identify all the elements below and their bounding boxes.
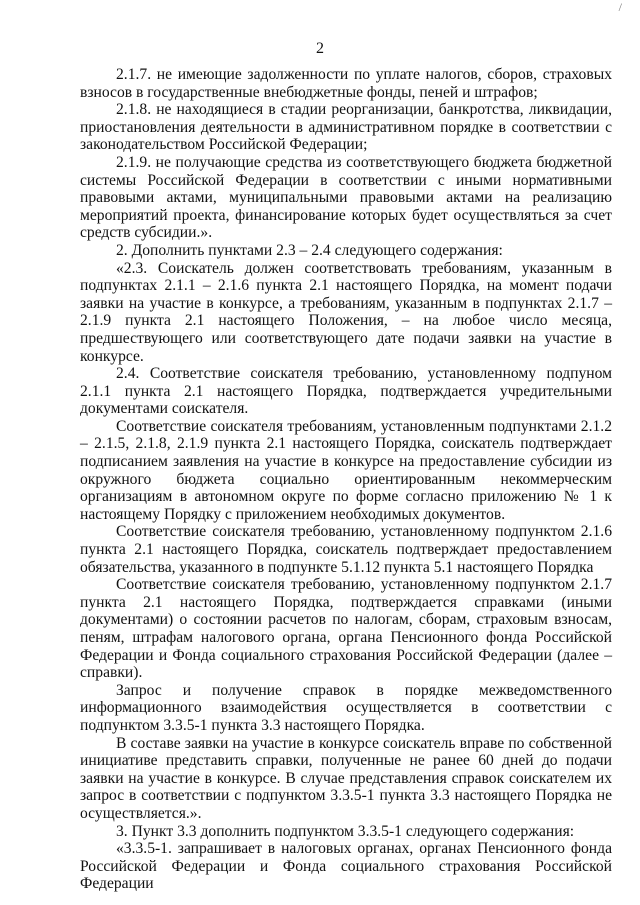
paragraph-compliance-2-1-7: Соответствие соискателя требованию, установленному подпунктом 2.1.7 пункта 2.1 настоящего Порядка, подтверждается справками (иными документами) о состоянии расчетов по налогам, сборам, страховым взносам, пеням, штрафам налогового органа, органа Пенсионного фонда Российской Федерации и Фонда социального страхования Российской Федерации (далее – справки).: [80, 576, 612, 682]
paragraph-2-1-9: 2.1.9. не получающие средства из соответствующего бюджета бюджетной системы Российской Федерации в соответствии с иными нормативными правовыми актами, муниципальными правовыми актами на реализацию мероприятий проекта, финансирование которых будет осуществляться за счет средств субсидии.».: [80, 153, 612, 242]
paragraph-2-3: «2.3. Соискатель должен соответствовать требованиям, указанным в подпунктах 2.1.1 – 2.1.6 пункта 2.1 настоящего Порядка, на момент подачи заявки на участие в конкурсе, а требованиям, указанным в подпунктах 2.1.7 – 2.1.9 пункта 2.1 настоящего Положения, – на любое число месяца, предшествующего или соответствующего дате подачи заявки на участие в конкурсе.: [80, 259, 612, 365]
paragraph-2-1-8: 2.1.8. не находящиеся в стадии реорганизации, банкротства, ликвидации, приостановления деятельности в административном порядке в соответствии с законодательством Российской Федерации;: [80, 101, 612, 154]
paragraph-2-1-7: 2.1.7. не имеющие задолженности по уплате налогов, сборов, страховых взносов в государственные внебюджетные фонды, пеней и штрафов;: [80, 66, 612, 101]
paragraph-own-initiative: В составе заявки на участие в конкурсе соискатель вправе по собственной инициативе представить справки, полученные не ранее 60 дней до подачи заявки на участие в конкурсе. В случае представления справок соискателем их запрос в соответствии с подпунктом 3.3.5-1 пункта 3.3 настоящего Порядка не осуществляется.».: [80, 734, 612, 822]
paragraph-compliance-2-1-6: Соответствие соискателя требованию, установленному подпунктом 2.1.6 пункта 2.1 настоящего Порядка, соискатель подтверждает предоставлением обязательства, указанного в подпункте 5.1.12 пункта 5.1 настоящего Порядка: [80, 523, 612, 576]
paragraph-item-2: 2. Дополнить пунктами 2.3 – 2.4 следующего содержания:: [116, 241, 503, 259]
paragraph-2-4: 2.4. Соответствие соискателя требованию, установленному подпуном 2.1.1 пункта 2.1 настоящего Порядка, подтверждается учредительными документами соискателя.: [80, 365, 612, 418]
corner-mark: /: [618, 0, 622, 14]
document-body: [80, 66, 612, 893]
paragraph-3-3-5-1: «3.3.5-1. запрашивает в налоговых органах, органах Пенсионного фонда Российской Федерации и Фонда социального страхования Российской Федерации: [80, 840, 612, 893]
paragraph-item-3: 3. Пункт 3.3 дополнить подпунктом 3.3.5-1 следующего содержания:: [116, 822, 575, 840]
paragraph-compliance-2-1-2: Соответствие соискателя требованиям, установленным подпунктами 2.1.2 – 2.1.5, 2.1.8, 2.1.9 пункта 2.1 настоящего Порядка, соискатель подтверждает подписанием заявления на участие в конкурсе на предоставление субсидии из окружного бюджета социально ориентированным некоммерческим организациям в автономном округе по форме согласно приложению № 1 к настоящему Порядку с приложением необходимых документов.: [80, 417, 612, 523]
page-number: 2: [316, 40, 324, 57]
paragraph-request-certificates: Запрос и получение справок в порядке межведомственного информационного взаимодействия осуществляется в соответствии с подпунктом 3.3.5-1 пункта 3.3 настоящего Порядка.: [80, 681, 612, 734]
